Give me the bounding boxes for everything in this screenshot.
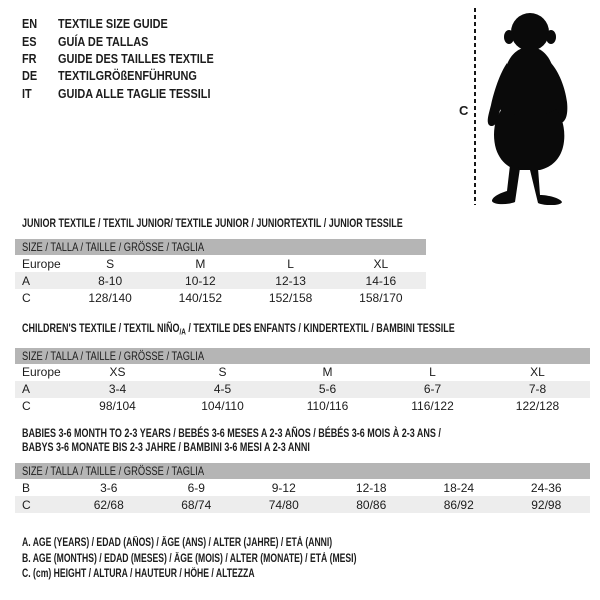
table-row bbox=[15, 479, 590, 496]
table-rows bbox=[15, 364, 590, 415]
language-label: GUIDE DES TAILLES TEXTILE bbox=[58, 50, 214, 66]
size-header-bar bbox=[15, 463, 590, 479]
title-segment: CHILDREN'S TEXTILE / TEXTIL NIÑO bbox=[22, 321, 180, 335]
table-row bbox=[15, 496, 590, 513]
row-label-cell: C bbox=[22, 497, 31, 512]
table-rows bbox=[15, 255, 426, 306]
language-label: TEXTILE SIZE GUIDE bbox=[58, 16, 168, 32]
size-value-cell: 122/128 bbox=[515, 399, 560, 413]
language-code: IT bbox=[22, 85, 32, 101]
table-row bbox=[15, 364, 590, 381]
table-title-text bbox=[22, 321, 455, 339]
language-label: GUÍA DE TALLAS bbox=[58, 33, 149, 49]
size-value-cell: 6-7 bbox=[423, 382, 442, 396]
table-title-line bbox=[22, 440, 590, 454]
size-value-cell: 3-6 bbox=[100, 480, 118, 495]
height-measure-line bbox=[474, 8, 476, 205]
table-row bbox=[15, 289, 426, 306]
legend-text: C. (cm) HEIGHT / ALTURA / HAUTEUR / HÖHE / ALTEZZA bbox=[22, 568, 255, 580]
size-value-cell: 10-12 bbox=[185, 273, 216, 288]
table-row bbox=[15, 255, 426, 272]
silhouette-shorts bbox=[494, 109, 564, 170]
size-value-cell: M bbox=[322, 365, 333, 379]
size-value-cell: 140/152 bbox=[178, 290, 223, 305]
size-value-cell: 98/104 bbox=[99, 399, 136, 413]
legend-text: A. AGE (YEARS) / EDAD (AÑOS) / ÂGE (ANS) / ALTER (JAHRE) / ETÀ (ANNI) bbox=[22, 537, 333, 549]
legend bbox=[22, 536, 468, 583]
size-value-cell: 14-16 bbox=[365, 273, 397, 288]
legend-text: B. AGE (MONTHS) / EDAD (MESES) / ÂGE (MOIS) / ALTER (MONATE) / ETÀ (MESI) bbox=[22, 552, 357, 565]
language-code: DE bbox=[22, 68, 38, 84]
title-segment: JUNIOR TEXTILE / TEXTIL JUNIOR/ TEXTILE JUNIOR / JUNIORTEXTIL / JUNIOR TESSILE bbox=[22, 216, 403, 230]
size-value-cell: 104/110 bbox=[201, 399, 244, 413]
silhouette-left-leg bbox=[492, 165, 520, 204]
size-header-bar bbox=[15, 348, 590, 364]
language-code: ES bbox=[22, 33, 37, 49]
silhouette-left-ear bbox=[504, 30, 514, 44]
table-title bbox=[15, 426, 590, 454]
table-title-line bbox=[22, 216, 426, 230]
size-value-cell: 68/74 bbox=[181, 497, 212, 512]
size-value-cell: 92/98 bbox=[531, 497, 562, 512]
size-value-cell: XL bbox=[530, 365, 545, 379]
size-value-cell: 62/68 bbox=[93, 497, 124, 512]
legend-line bbox=[22, 536, 468, 552]
table-title-line bbox=[22, 321, 590, 339]
title-segment: /A bbox=[179, 326, 186, 337]
table-title-text bbox=[22, 216, 403, 230]
size-value-cell: 8-10 bbox=[98, 273, 123, 288]
size-header-label: SIZE / TALLA / TAILLE / GRÖSSE / TAGLIA bbox=[22, 464, 205, 478]
childrens-textile-table bbox=[15, 321, 590, 415]
size-value-cell: L bbox=[429, 365, 436, 379]
title-segment: BABYS 3-6 MONATE BIS 2-3 JAHRE / BAMBINI 3-6 MESI A 2-3 ANNI bbox=[22, 440, 310, 454]
size-value-cell: XS bbox=[109, 365, 126, 379]
table-title bbox=[15, 321, 590, 339]
size-value-cell: 128/140 bbox=[88, 290, 132, 305]
size-value-cell: 152/158 bbox=[268, 290, 313, 305]
language-row bbox=[22, 15, 243, 32]
size-value-cell: L bbox=[287, 256, 294, 271]
language-code: EN bbox=[22, 16, 38, 32]
silhouette-right-ear bbox=[546, 30, 556, 44]
row-label-cell: Europe bbox=[22, 256, 61, 271]
toddler-silhouette-icon bbox=[480, 5, 576, 205]
language-title-list bbox=[22, 15, 243, 102]
legend-line bbox=[22, 567, 468, 583]
size-value-cell: S bbox=[218, 365, 227, 379]
size-value-cell: 110/116 bbox=[306, 399, 349, 413]
size-value-cell: 5-6 bbox=[318, 382, 337, 396]
row-label-cell: A bbox=[22, 273, 31, 288]
table-title-line bbox=[22, 426, 590, 440]
silhouette-head bbox=[511, 13, 549, 51]
size-value-cell: 158/170 bbox=[359, 290, 403, 305]
legend-line bbox=[22, 552, 468, 568]
row-label-cell: C bbox=[22, 290, 31, 305]
table-title bbox=[15, 216, 426, 230]
language-label: TEXTILGRÖßENFÜHRUNG bbox=[58, 68, 197, 84]
size-value-cell: 4-5 bbox=[213, 382, 232, 396]
title-segment: / TEXTILE DES ENFANTS / KINDERTEXTIL / BAMBINI TESSILE bbox=[185, 321, 455, 335]
title-segment: BABIES 3-6 MONTH TO 2-3 YEARS / BEBÉS 3-6 MESES A 2-3 AÑOS / BÉBÉS 3-6 MOIS À 2-3 ANS / bbox=[22, 426, 441, 440]
language-row bbox=[22, 85, 243, 102]
language-row bbox=[22, 32, 243, 49]
size-header-label: SIZE / TALLA / TAILLE / GRÖSSE / TAGLIA bbox=[22, 240, 205, 254]
size-value-cell: S bbox=[106, 256, 115, 271]
size-value-cell: 80/86 bbox=[356, 497, 387, 512]
junior-textile-table bbox=[15, 216, 426, 306]
size-header-bar bbox=[15, 239, 426, 255]
height-measure-label: C bbox=[459, 103, 469, 118]
size-value-cell: 74/80 bbox=[268, 497, 299, 512]
table-rows bbox=[15, 479, 590, 513]
size-value-cell: M bbox=[195, 256, 206, 271]
row-label-cell: B bbox=[22, 480, 31, 495]
language-row bbox=[22, 50, 243, 67]
language-row bbox=[22, 67, 243, 84]
row-label-cell: Europe bbox=[22, 365, 61, 379]
size-value-cell: 7-8 bbox=[528, 382, 547, 396]
language-label: GUIDA ALLE TAGLIE TESSILI bbox=[58, 85, 211, 101]
size-value-cell: 24-36 bbox=[530, 480, 562, 495]
size-value-cell: 12-18 bbox=[355, 480, 387, 495]
size-value-cell: 12-13 bbox=[275, 273, 306, 288]
size-value-cell: 18-24 bbox=[443, 480, 475, 495]
babies-textile-table bbox=[15, 426, 590, 513]
language-code: FR bbox=[22, 50, 37, 66]
table-title-text bbox=[22, 440, 310, 454]
table-row bbox=[15, 381, 590, 398]
table-row bbox=[15, 398, 590, 415]
size-value-cell: 6-9 bbox=[187, 480, 205, 495]
table-title-text bbox=[22, 426, 441, 440]
size-value-cell: 3-4 bbox=[108, 382, 127, 396]
size-value-cell: 86/92 bbox=[443, 497, 474, 512]
row-label-cell: C bbox=[22, 399, 31, 413]
size-header-label: SIZE / TALLA / TAILLE / GRÖSSE / TAGLIA bbox=[22, 348, 205, 363]
size-value-cell: 9-12 bbox=[271, 480, 296, 495]
size-value-cell: XL bbox=[373, 256, 389, 271]
silhouette-right-leg bbox=[530, 168, 562, 205]
row-label-cell: A bbox=[22, 382, 31, 396]
size-value-cell: 116/122 bbox=[411, 399, 454, 413]
table-row bbox=[15, 272, 426, 289]
